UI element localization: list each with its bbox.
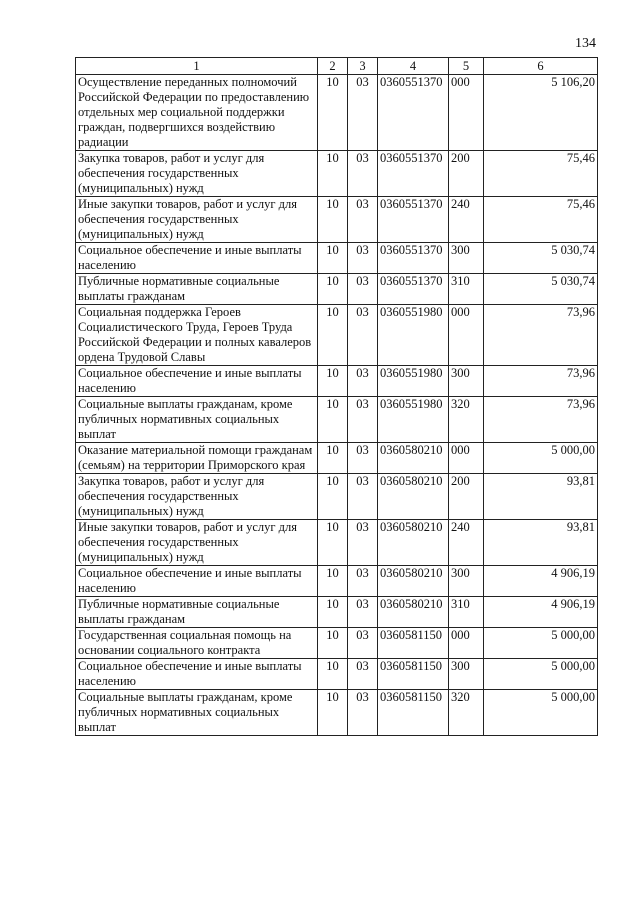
row-target-code: 0360551370 xyxy=(378,151,449,197)
row-target-code: 0360581150 xyxy=(378,628,449,659)
row-name: Социальное обеспечение и иные выплаты населению xyxy=(76,243,318,274)
row-section: 10 xyxy=(318,397,348,443)
table-row xyxy=(76,305,598,366)
table-row xyxy=(76,566,598,597)
row-name: Социальное обеспечение и иные выплаты населению xyxy=(76,659,318,690)
row-name: Закупка товаров, работ и услуг для обеспечения государственных (муниципальных) нужд xyxy=(76,474,318,520)
row-target-code: 0360551980 xyxy=(378,305,449,366)
row-expense-type: 300 xyxy=(449,659,484,690)
row-target-code: 0360551370 xyxy=(378,243,449,274)
row-target-code: 0360551980 xyxy=(378,366,449,397)
row-section: 10 xyxy=(318,366,348,397)
row-expense-type: 000 xyxy=(449,75,484,151)
row-amount: 73,96 xyxy=(484,397,598,443)
row-name: Осуществление переданных полномочий Российской Федерации по предоставлению отдельных мер социальной поддержки граждан, подвергшихся воздействию радиации xyxy=(76,75,318,151)
row-expense-type: 240 xyxy=(449,197,484,243)
row-section: 10 xyxy=(318,443,348,474)
table-row xyxy=(76,690,598,736)
row-amount: 75,46 xyxy=(484,151,598,197)
row-expense-type: 000 xyxy=(449,305,484,366)
row-section: 10 xyxy=(318,274,348,305)
row-section: 10 xyxy=(318,197,348,243)
row-expense-type: 300 xyxy=(449,243,484,274)
row-amount: 5 000,00 xyxy=(484,443,598,474)
row-section: 10 xyxy=(318,474,348,520)
row-name: Социальное обеспечение и иные выплаты населению xyxy=(76,366,318,397)
row-subsection: 03 xyxy=(348,243,378,274)
row-amount: 5 000,00 xyxy=(484,690,598,736)
row-amount: 73,96 xyxy=(484,366,598,397)
column-header: 1 xyxy=(76,58,318,75)
row-target-code: 0360580210 xyxy=(378,520,449,566)
row-expense-type: 300 xyxy=(449,566,484,597)
row-target-code: 0360581150 xyxy=(378,690,449,736)
row-expense-type: 200 xyxy=(449,474,484,520)
row-expense-type: 240 xyxy=(449,520,484,566)
row-section: 10 xyxy=(318,628,348,659)
row-target-code: 0360551370 xyxy=(378,274,449,305)
table-row xyxy=(76,628,598,659)
column-header: 5 xyxy=(449,58,484,75)
row-section: 10 xyxy=(318,690,348,736)
row-subsection: 03 xyxy=(348,566,378,597)
table-row xyxy=(76,274,598,305)
table-row xyxy=(76,443,598,474)
table-row xyxy=(76,474,598,520)
row-subsection: 03 xyxy=(348,197,378,243)
row-name: Публичные нормативные социальные выплаты гражданам xyxy=(76,274,318,305)
row-amount: 75,46 xyxy=(484,197,598,243)
row-amount: 5 000,00 xyxy=(484,628,598,659)
row-expense-type: 300 xyxy=(449,366,484,397)
row-amount: 5 106,20 xyxy=(484,75,598,151)
row-amount: 5 030,74 xyxy=(484,274,598,305)
row-amount: 4 906,19 xyxy=(484,597,598,628)
column-header: 4 xyxy=(378,58,449,75)
row-expense-type: 310 xyxy=(449,274,484,305)
row-section: 10 xyxy=(318,305,348,366)
row-amount: 4 906,19 xyxy=(484,566,598,597)
row-name: Закупка товаров, работ и услуг для обеспечения государственных (муниципальных) нужд xyxy=(76,151,318,197)
row-name: Социальная поддержка Героев Социалистического Труда, Героев Труда Российской Федерации и полных кавалеров ордена Трудовой Славы xyxy=(76,305,318,366)
row-amount: 73,96 xyxy=(484,305,598,366)
row-amount: 5 030,74 xyxy=(484,243,598,274)
row-subsection: 03 xyxy=(348,274,378,305)
row-target-code: 0360580210 xyxy=(378,443,449,474)
row-section: 10 xyxy=(318,151,348,197)
row-expense-type: 320 xyxy=(449,397,484,443)
column-header: 6 xyxy=(484,58,598,75)
row-subsection: 03 xyxy=(348,659,378,690)
row-target-code: 0360580210 xyxy=(378,597,449,628)
row-expense-type: 310 xyxy=(449,597,484,628)
row-target-code: 0360551980 xyxy=(378,397,449,443)
row-section: 10 xyxy=(318,75,348,151)
row-amount: 5 000,00 xyxy=(484,659,598,690)
row-subsection: 03 xyxy=(348,366,378,397)
row-amount: 93,81 xyxy=(484,474,598,520)
table-row xyxy=(76,597,598,628)
table-row xyxy=(76,75,598,151)
row-expense-type: 320 xyxy=(449,690,484,736)
row-name: Оказание материальной помощи гражданам (семьям) на территории Приморского края xyxy=(76,443,318,474)
table-row xyxy=(76,397,598,443)
row-target-code: 0360580210 xyxy=(378,566,449,597)
table-row xyxy=(76,520,598,566)
row-target-code: 0360581150 xyxy=(378,659,449,690)
budget-table xyxy=(75,57,598,736)
row-target-code: 0360551370 xyxy=(378,197,449,243)
table-row xyxy=(76,366,598,397)
row-subsection: 03 xyxy=(348,443,378,474)
row-name: Государственная социальная помощь на основании социального контракта xyxy=(76,628,318,659)
row-target-code: 0360580210 xyxy=(378,474,449,520)
row-expense-type: 200 xyxy=(449,151,484,197)
row-section: 10 xyxy=(318,597,348,628)
row-subsection: 03 xyxy=(348,305,378,366)
row-subsection: 03 xyxy=(348,474,378,520)
row-expense-type: 000 xyxy=(449,443,484,474)
row-subsection: 03 xyxy=(348,151,378,197)
row-subsection: 03 xyxy=(348,520,378,566)
page-number: 134 xyxy=(575,36,596,51)
row-section: 10 xyxy=(318,566,348,597)
row-amount: 93,81 xyxy=(484,520,598,566)
row-name: Социальное обеспечение и иные выплаты населению xyxy=(76,566,318,597)
row-name: Социальные выплаты гражданам, кроме публичных нормативных социальных выплат xyxy=(76,690,318,736)
row-expense-type: 000 xyxy=(449,628,484,659)
column-header: 2 xyxy=(318,58,348,75)
row-section: 10 xyxy=(318,659,348,690)
row-name: Иные закупки товаров, работ и услуг для обеспечения государственных (муниципальных) нужд xyxy=(76,520,318,566)
table-row xyxy=(76,659,598,690)
row-subsection: 03 xyxy=(348,690,378,736)
row-section: 10 xyxy=(318,243,348,274)
row-subsection: 03 xyxy=(348,397,378,443)
row-subsection: 03 xyxy=(348,628,378,659)
row-name: Иные закупки товаров, работ и услуг для обеспечения государственных (муниципальных) нужд xyxy=(76,197,318,243)
row-subsection: 03 xyxy=(348,597,378,628)
table-row xyxy=(76,197,598,243)
table-header-row xyxy=(76,58,598,75)
row-name: Публичные нормативные социальные выплаты гражданам xyxy=(76,597,318,628)
row-name: Социальные выплаты гражданам, кроме публичных нормативных социальных выплат xyxy=(76,397,318,443)
table-row xyxy=(76,243,598,274)
row-section: 10 xyxy=(318,520,348,566)
column-header: 3 xyxy=(348,58,378,75)
table-row xyxy=(76,151,598,197)
row-target-code: 0360551370 xyxy=(378,75,449,151)
row-subsection: 03 xyxy=(348,75,378,151)
